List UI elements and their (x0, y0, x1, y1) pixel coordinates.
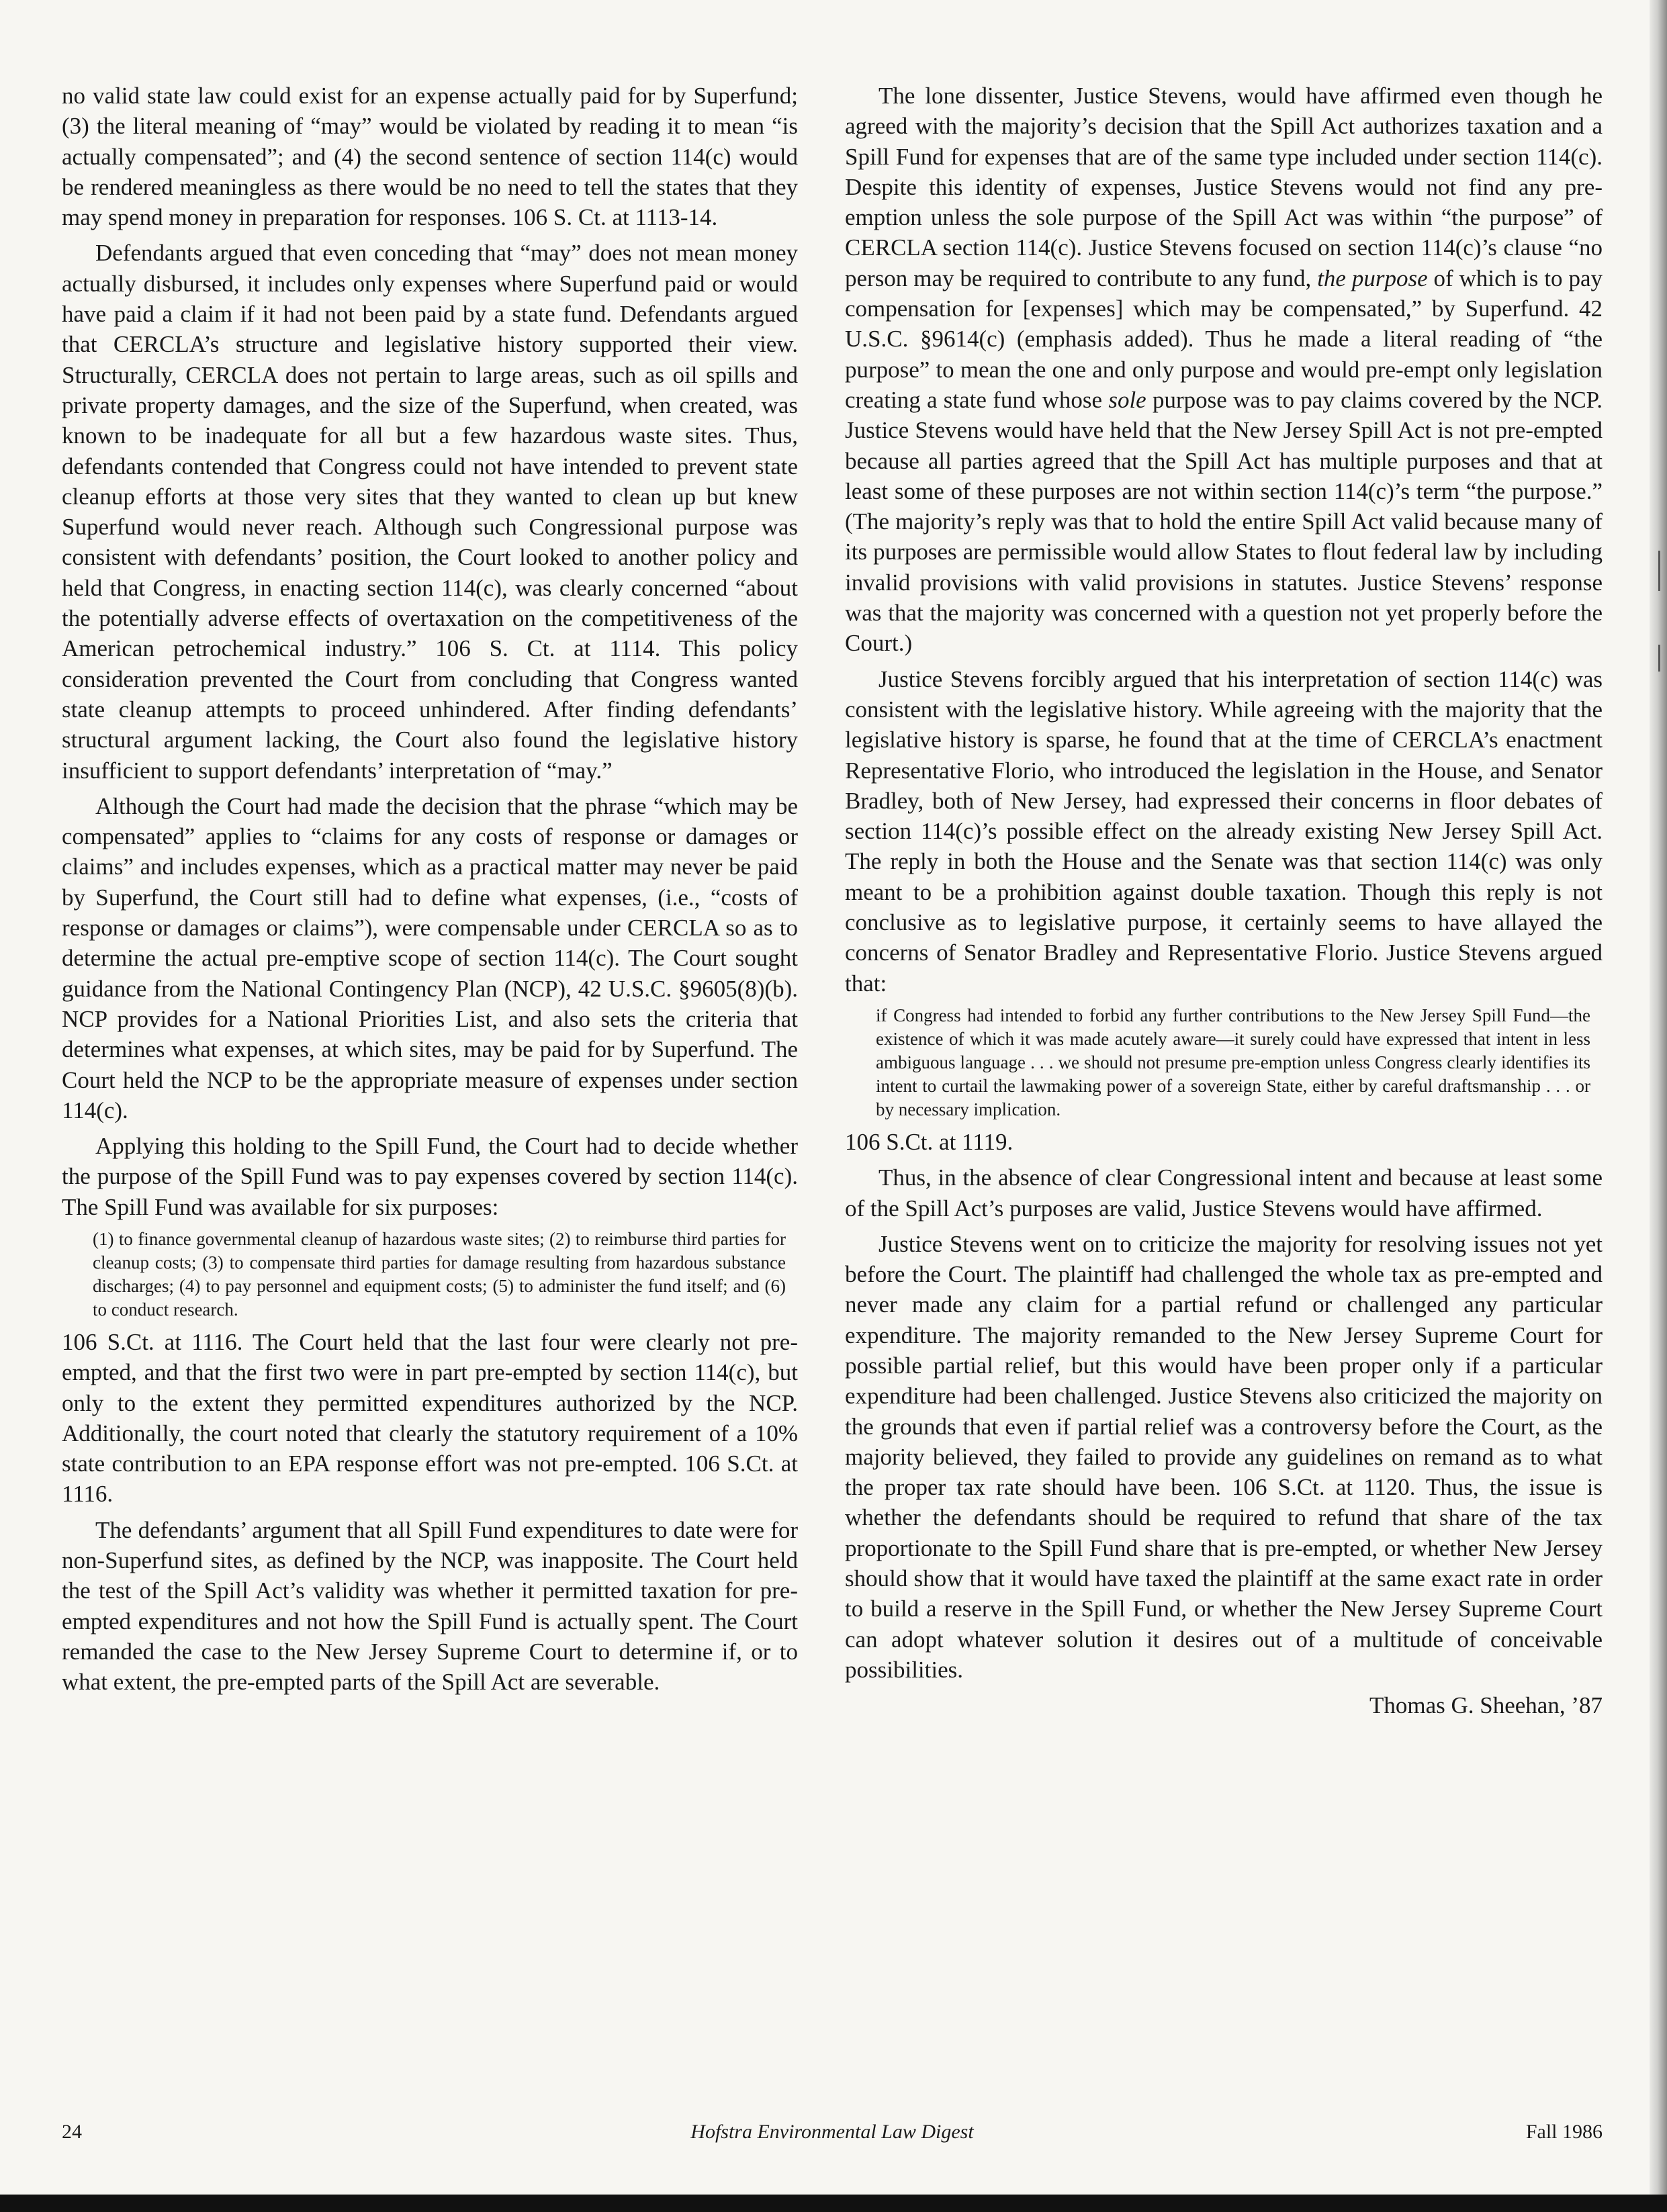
page-number: 24 (62, 2121, 82, 2143)
text-run: The lone dissenter, Justice Stevens, would have affirmed even though he agreed with the majority’s decision that the Spill Act authorizes taxation and a Spill Fund for expenses that are of the same type included under section 114(c). Despite this identity of expenses, Justice Stevens would not find any pre-emption unless the sole purpose of the Spill Act was within “the purpose” of CERCLA section 114(c). Justice Stevens focused on section 114(c)’s clause “no person may be required to contribute to any fund, (845, 83, 1603, 291)
text-run: of which is to pay compensation for [expenses] which may be compensated,” by Superfund. 42 U.S.C. §9614(c) (emphasis added). Thus he made a literal reading of “the purpose” to mean the one and only purpose and would pre-empt only legislation creating a state fund whose (845, 265, 1603, 413)
scan-edge (1650, 0, 1667, 2212)
emphasis: the purpose (1317, 265, 1428, 291)
citation: 106 S.Ct. at 1119. (845, 1128, 1013, 1155)
paragraph: Thus, in the absence of clear Congressional intent and because at least some of the Spill Act’s purposes are valid, Justice Stevens would have affirmed. (845, 1164, 1603, 1222)
author-byline: Thomas G. Sheehan, ’87 (1369, 1692, 1603, 1719)
paragraph: 106 S.Ct. at 1116. The Court held that the last four were clearly not pre-empted, and that the first two were in part pre-empted by section 114(c), but only to the extent they permitted expenditures authorized by the NCP. Additionally, the court noted that clearly the statutory requirement of a 10% state contribution to an EPA response effort was not pre-empted. 106 S.Ct. at 1116. (62, 1328, 798, 1508)
scan-mark (1658, 551, 1660, 591)
text-run: purpose was to pay claims covered by the NCP. Justice Stevens would have held that the New Jersey Spill Act is not pre-empted because all parties agreed that the Spill Act has multiple purposes and that at least some of these purposes are not within section 114(c)’s term “the purpose.” (The majority’s reply was that to hold the entire Spill Act valid because many of its purposes are permissible would allow States to flout federal law by including invalid provisions with valid provisions in statutes. Justice Stevens’ response was that the majority was concerned with a question not yet properly before the Court.) (845, 386, 1603, 657)
right-column (845, 81, 1603, 1726)
paragraph: no valid state law could exist for an expense actually paid for by Superfund; (3) the literal meaning of “may” would be violated by reading it to mean “is actually compensated”; and (4) the second sentence of section 114(c) would be rendered meaningless as there would be no need to tell the states that they may spend money in preparation for responses. 106 S. Ct. at 1113-14. (62, 83, 798, 231)
issue-date: Fall 1986 (1525, 2121, 1603, 2143)
paragraph: Defendants argued that even conceding that “may” does not mean money actually disbursed, it includes only expenses where Superfund paid or would have paid a claim if it had not been paid by a state fund. Defendants argued that CERCLA’s structure and legislative history supported their view. Structurally, CERCLA does not pertain to large areas, such as oil spills and private property damages, and the size of the Superfund, when created, was known to be inadequate for all but a few hazardous waste sites. Thus, defendants contended that Congress could not have intended to prevent state cleanup efforts at those very sites that they wanted to clean up but knew Superfund would never reach. Although such Congressional purpose was consistent with defendants’ position, the Court looked to another policy and held that Congress, in enacting section 114(c), was clearly concerned “about the potentially adverse effects of overtaxation on the competitiveness of the American petrochemical industry.” 106 S. Ct. at 1114. This policy consideration prevented the Court from concluding that Congress wanted state cleanup attempts to proceed unhindered. After finding defendants’ structural argument lacking, the Court also found the legislative history insufficient to support defendants’ interpretation of “may.” (62, 240, 798, 784)
block-quote: if Congress had intended to forbid any further contributions to the New Jersey Spill Fund—the existence of which it was made acutely aware—it surely could have expressed that intent in less ambiguous language . . . we should not presume pre-emption unless Congress clearly identifies its intent to curtail the lawmaking power of a sovereign State, either by careful draftsmanship . . . or by necessary implication. (876, 1005, 1590, 1119)
paragraph: Justice Stevens went on to criticize the majority for resolving issues not yet before the Court. The plaintiff had challenged the whole tax as pre-empted and never made any claim for a partial refund or challenged any particular expenditure. The majority remanded to the New Jersey Supreme Court for possible partial relief, but this would have been proper only if a particular expenditure had been challenged. Justice Stevens also criticized the majority on the grounds that even if partial relief was a controversy before the Court, as the majority believed, they failed to provide any guidelines on remand as to what the proper tax rate should have been. 106 S.Ct. at 1120. Thus, the issue is whether the defendants should be required to refund that share of the tax proportionate to the Spill Fund share that is pre-empted, or whether New Jersey should show that it would have taxed the plaintiff at the same exact rate in order to build a reserve in the Spill Fund, or whether the New Jersey Supreme Court can adopt whatever solution it desires out of a multitude of conceivable possibilities. (845, 1230, 1603, 1683)
scan-mark (1658, 645, 1660, 672)
paragraph: Applying this holding to the Spill Fund, the Court had to decide whether the purpose of the Spill Fund was to pay expenses covered by section 114(c). The Spill Fund was available for six purposes: (62, 1133, 798, 1220)
paragraph (845, 81, 1603, 659)
journal-title: Hofstra Environmental Law Digest (690, 2121, 974, 2143)
paragraph: Justice Stevens forcibly argued that his interpretation of section 114(c) was consistent with the legislative history. While agreeing with the majority that the legislative history is sparse, he found that at the time of CERCLA’s enactment Representative Florio, who introduced the legislation in the House, and Senator Bradley, both of New Jersey, had expressed their concerns in floor debates of section 114(c)’s possible effect on the already existing New Jersey Spill Act. The reply in both the House and the Senate was that section 114(c) was only meant to be a prohibition against double taxation. Though this reply is not conclusive as to legislative purpose, it certainly seems to have allayed the concerns of Senator Bradley and Representative Florio. Justice Stevens argued that: (845, 665, 1603, 997)
page-footer (62, 2121, 1603, 2148)
paragraph: The defendants’ argument that all Spill Fund expenditures to date were for non-Superfund sites, as defined by the NCP, was inapposite. The Court held the test of the Spill Act’s validity was whether it permitted taxation for pre-empted expenditures and not how the Spill Fund is actually spent. The Court remanded the case to the New Jersey Supreme Court to determine if, or to what extent, the pre-empted parts of the Spill Act are severable. (62, 1516, 798, 1696)
left-column (62, 81, 798, 1703)
paragraph: Although the Court had made the decision that the phrase “which may be compensated” applies to “claims for any costs of response or damages or claims” and includes expenses, which as a practical matter may never be paid by Superfund, the Court still had to define what expenses, (i.e., “costs of response or damages or claims”), were compensable under CERCLA so as to determine the actual pre-emptive scope of section 114(c). The Court sought guidance from the National Contingency Plan (NCP), 42 U.S.C. §9605(8)(b). NCP provides for a National Priorities List, and also sets the criteria that determines what expenses, at which sites, may be paid for by Superfund. The Court held the NCP to be the appropriate measure of expenses under section 114(c). (62, 792, 798, 1123)
emphasis: sole (1108, 386, 1146, 413)
scan-bottom-edge (0, 2195, 1667, 2212)
block-quote: (1) to finance governmental cleanup of hazardous waste sites; (2) to reimburse third parties for cleanup costs; (3) to compensate third parties for damage resulting from hazardous substance discharges; (4) to pay personnel and equipment costs; (5) to administer the fund itself; and (6) to conduct research. (93, 1228, 786, 1320)
